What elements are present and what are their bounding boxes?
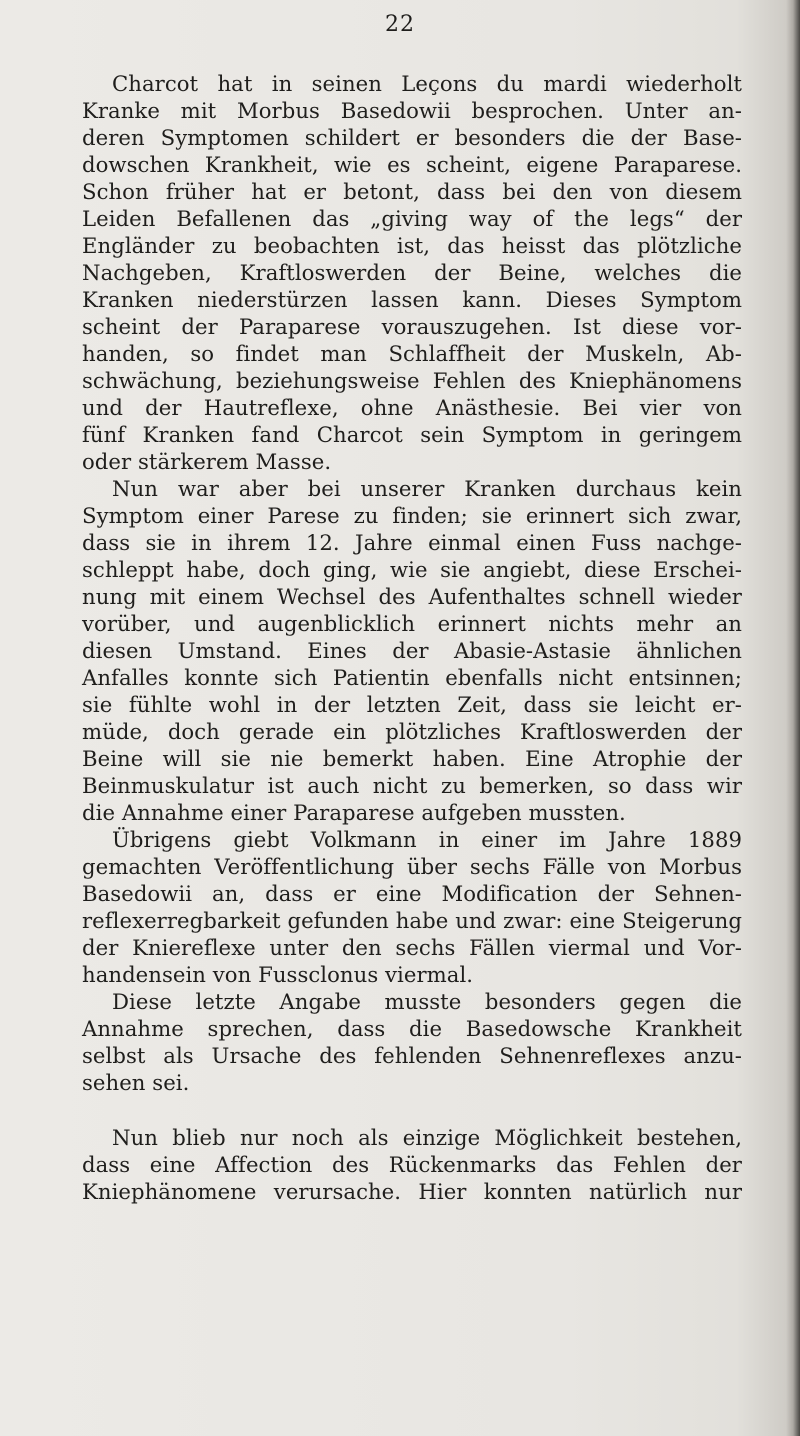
- text-line: schwächung, beziehungsweise Fehlen des Kniephänomens: [82, 368, 742, 393]
- text-line: Beinmuskulatur ist auch nicht zu bemerken, so dass wir: [82, 773, 742, 798]
- paragraph-spacer: [82, 1096, 742, 1124]
- paragraph-5: [82, 1124, 742, 1205]
- text-line: dowschen Krankheit, wie es scheint, eigene Paraparese.: [82, 152, 742, 177]
- text-line: Nun blieb nur noch als einzige Möglichkeit bestehen,: [112, 1125, 742, 1150]
- text-line: Leiden Befallenen das „giving way of the legs“ der: [82, 206, 742, 231]
- paragraph-3: [82, 826, 742, 988]
- paragraph-1: [82, 70, 742, 475]
- text-line: gemachten Veröffentlichung über sechs Fälle von Morbus: [82, 854, 742, 879]
- text-line: Engländer zu beobachten ist, das heisst das plötzliche: [82, 233, 742, 258]
- text-line: Nun war aber bei unserer Kranken durchaus kein: [112, 476, 742, 501]
- text-line: Kniephänomene verursache. Hier konnten natürlich nur: [82, 1179, 742, 1204]
- text-line: Symptom einer Parese zu finden; sie erinnert sich zwar,: [82, 503, 742, 528]
- text-line: sie fühlte wohl in der letzten Zeit, dass sie leicht er-: [82, 692, 742, 717]
- text-line: handensein von Fussclonus viermal.: [82, 962, 474, 987]
- page-binding-edge: [786, 0, 800, 1436]
- text-line: deren Symptomen schildert er besonders die der Base-: [82, 125, 742, 150]
- text-line: handen, so findet man Schlaffheit der Muskeln, Ab-: [82, 341, 742, 366]
- text-line: Annahme sprechen, dass die Basedowsche Krankheit: [82, 1016, 742, 1041]
- text-line: Diese letzte Angabe musste besonders gegen die: [112, 989, 742, 1014]
- text-line: Anfalles konnte sich Patientin ebenfalls nicht entsinnen;: [82, 665, 742, 690]
- paragraph-2: [82, 475, 742, 826]
- page-number: 22: [385, 12, 415, 37]
- text-line: Kranken niederstürzen lassen kann. Dieses Symptom: [82, 287, 742, 312]
- text-line: Basedowii an, dass er eine Modification der Sehnen-: [82, 881, 742, 906]
- text-line: Charcot hat in seinen Leçons du mardi wiederholt: [112, 71, 742, 96]
- text-line: dass eine Affection des Rückenmarks das Fehlen der: [82, 1152, 742, 1177]
- text-line: reflexerregbarkeit gefunden habe und zwar: eine Steigerung: [82, 908, 742, 933]
- text-line: oder stärkerem Masse.: [82, 449, 332, 474]
- text-line: vorüber, und augenblicklich erinnert nichts mehr an: [82, 611, 742, 636]
- text-line: die Annahme einer Paraparese aufgeben mussten.: [82, 800, 626, 825]
- text-line: scheint der Paraparese vorauszugehen. Ist diese vor-: [82, 314, 742, 339]
- text-line: sehen sei.: [82, 1070, 190, 1095]
- body-text: [82, 70, 742, 1205]
- text-line: Kranke mit Morbus Basedowii besprochen. Unter an-: [82, 98, 742, 123]
- text-line: müde, doch gerade ein plötzliches Kraftloswerden der: [82, 719, 742, 744]
- text-line: und der Hautreflexe, ohne Anästhesie. Bei vier von: [82, 395, 742, 420]
- paragraph-4: [82, 988, 742, 1096]
- text-line: Nachgeben, Kraftloswerden der Beine, welches die: [82, 260, 742, 285]
- text-line: nung mit einem Wechsel des Aufenthaltes schnell wieder: [82, 584, 742, 609]
- text-line: diesen Umstand. Eines der Abasie-Astasie ähnlichen: [82, 638, 742, 663]
- text-line: fünf Kranken fand Charcot sein Symptom in geringem: [82, 422, 742, 447]
- text-line: der Kniereflexe unter den sechs Fällen viermal und Vor-: [82, 935, 742, 960]
- text-line: dass sie in ihrem 12. Jahre einmal einen Fuss nachge-: [82, 530, 742, 555]
- text-line: Beine will sie nie bemerkt haben. Eine Atrophie der: [82, 746, 742, 771]
- text-line: Übrigens giebt Volkmann in einer im Jahre 1889: [112, 827, 742, 852]
- text-line: selbst als Ursache des fehlenden Sehnenreflexes anzu-: [82, 1043, 742, 1068]
- text-line: Schon früher hat er betont, dass bei den von diesem: [82, 179, 742, 204]
- text-line: schleppt habe, doch ging, wie sie angiebt, diese Erschei-: [82, 557, 742, 582]
